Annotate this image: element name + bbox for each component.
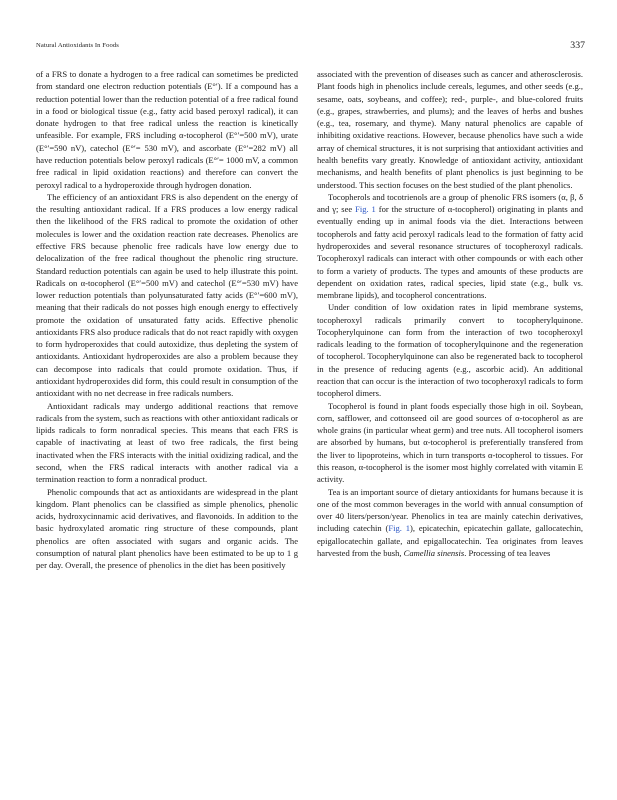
species-name: Camellia sinensis — [403, 547, 465, 558]
paragraph: The efficiency of an antioxidant FRS is also dependent on the energy of the resulting antioxidant radical. If a FRS produces a low energy radical then the likelihood of the FRS radical to promote the oxidation of other molecules is lower and the oxidation reaction rate decreases. Phenolics are effective FRS because phenolic free radicals have low energy due to delocalization of the free radical thoughout the phenolic ring structure. Standard reduction potentials can again be used to help illustrate this point. Radicals on α-tocopherol (E°′=500 mV) and catechol (E°′=530 mV) have lower reduction potentials than polyunsaturated fatty acids (E°′=600 mV), meaning that their radicals do not posses high enough energy to effectively promote the oxidation of unsaturated fatty acids. Effective phenolic antioxidants FRS also produce radicals that do not react rapidly with oxygen to form hydroperoxides that could autoxidize, thus depleting the system of antioxidants. Antioxidant hydroperoxides are also a problem because they can decompose into radicals that could promote oxidation. Thus, if antioxidant hydroperoxides did form, this could result in consumption of the antioxidant with no net decrease in free radicals numbers. — [36, 191, 298, 399]
paragraph — [317, 191, 583, 302]
left-column — [36, 68, 298, 572]
paragraph: Under condition of low oxidation rates in lipid membrane systems, tocopheroxyl radicals primarily convert to tocopherylquinone. Tocopherylquinone can form from the interaction of two tocopheroxyl radicals leading to the formation of tocopherylquinone and the regeneration of tocopherol. Tocopherylquinone can also be regenerated back to tocopherol in the presence of reducing agents (e.g., ascorbic acid). An additional reaction that can occur is the interaction of two tocopheroxyl radicals to form tocopherol dimers. — [317, 302, 583, 399]
paragraph — [317, 486, 583, 560]
right-column — [317, 68, 583, 559]
paragraph: associated with the prevention of diseases such as cancer and atherosclerosis. Plant foods high in phenolics include cereals, legumes, and other seeds (e.g., sesame, oats, soybeans, and coffee); red-, purple-, and blue-colored fruits (e.g., grapes, strawberries, and plums); and the leaves of herbs and bushes (e.g., tea, rosemary, and thyme). Many natural phenolics are capable of inhibiting oxidative reactions. However, because phenolics have such a wide array of chemical structures, it is not surprising that antioxidant activities and health benefits vary greatly. Knowledge of antioxidant activity, antioxidant mechanisms, and health benefits of plant phenolics is just beginning to be understood. This section focuses on the best studied of the plant phenolics. — [317, 69, 583, 190]
figure-reference-link[interactable]: Fig. 1 — [388, 523, 410, 534]
text-run: Tea is an important source of dietary antioxidants for humans because it is one of the most common beverages in the world with annual consumption of over 40 liters/person/year. Phenolics in tea are mainly catechin derivatives, including catechin ( — [317, 486, 583, 534]
running-head-title: Natural Antioxidants In Foods — [36, 42, 119, 49]
figure-reference-link[interactable]: Fig. 1 — [355, 204, 376, 215]
paragraph: Tocopherol is found in plant foods especially those high in oil. Soybean, corn, safflower, and cottonseed oil are good sources of α-tocopherol as are whole grains (in particular wheat germ) and tree nuts. All tocopherol isomers are absorbed by humans, but α-tocopherol is preferentially transfered from the liver to lipoproteins, which in turn transports α-tocopherol to tissues. For this reason, α-tocopherol is the isomer most highly correlated with vitamin E activity. — [317, 400, 583, 485]
running-head — [36, 42, 585, 56]
text-run: Tocopherols and tocotrienols are a group of phenolic FRS isomers (α, β, δ and γ; see — [317, 191, 583, 215]
paragraph: of a FRS to donate a hydrogen to a free radical can sometimes be predicted from standard one electron reduction potentials (E°′). If a compound has a reduction potential lower than the reduction potential of a free radical found in a food or biological tissue (e.g., fatty acid based peroxyl radical), it can donate hydrogen to that free radical unless the reaction is kinetically unfeasible. For example, FRS including α-tocopherol (E°′=500 mV), urate (E°′=590 nV), catechol (E°′= 530 mV), and ascorbate (E°′=282 mV) all have reduction potentials below peroxyl radicals (E°′= 1000 mV, a common free radical in lipid oxidation reactions) and therefore can convert the peroxyl radical to a hydroperoxide through hydrogen donation. — [36, 69, 298, 190]
paragraph: Phenolic compounds that act as antioxidants are widespread in the plant kingdom. Plant phenolics can be classified as simple phenolics, phenolic acids, hydroxycinnamic acid derivatives, and flavonoids. In addition to the basic hydroxylated aromatic ring structure of these compounds, plant phenolics are often associated with sugars and organic acids. The consumption of natural plant phenolics have been estimated to be up to 1 g per day. Overall, the presence of phenolics in the diet has been positively — [36, 486, 298, 571]
text-run: for the structure of α-tocopherol) originating in plants and eventually ending up in animal foods via the diet. Interactions between tocopherols and fatty acid peroxyl radicals lead to the formation of fatty acid hydroperoxides and several resonance structures of tocopheroxyl radicals. Tocopheroxyl radicals can interact with other compounds or with each other to form a variety of products. The types and amounts of these products are dependent on oxidation rates, radical species, lipid state (e.g., bulk vs. membrane lipids), and tocopherol concentrations. — [317, 204, 583, 301]
text-run: ), epicatechin, epicatechin gallate, gallocatechin, epigallocatechin gallate, and epigallocatechin. Tea originates from leaves harvested from the bush, — [317, 523, 583, 558]
paragraph: Antioxidant radicals may undergo additional reactions that remove radicals from the system, such as reactions with other antioxidant radicals or lipids radicals to form nonradical species. This means that each FRS is capable of inactivating at least of two free radicals, the first being inactivated when the FRS interacts with the initial oxidizing radical, and the second, when the FRS radical interacts with another radical via a termination reaction to form a nonradical product. — [36, 400, 298, 485]
text-run: . Processing of tea leaves — [464, 547, 551, 558]
page-number: 337 — [570, 40, 585, 51]
